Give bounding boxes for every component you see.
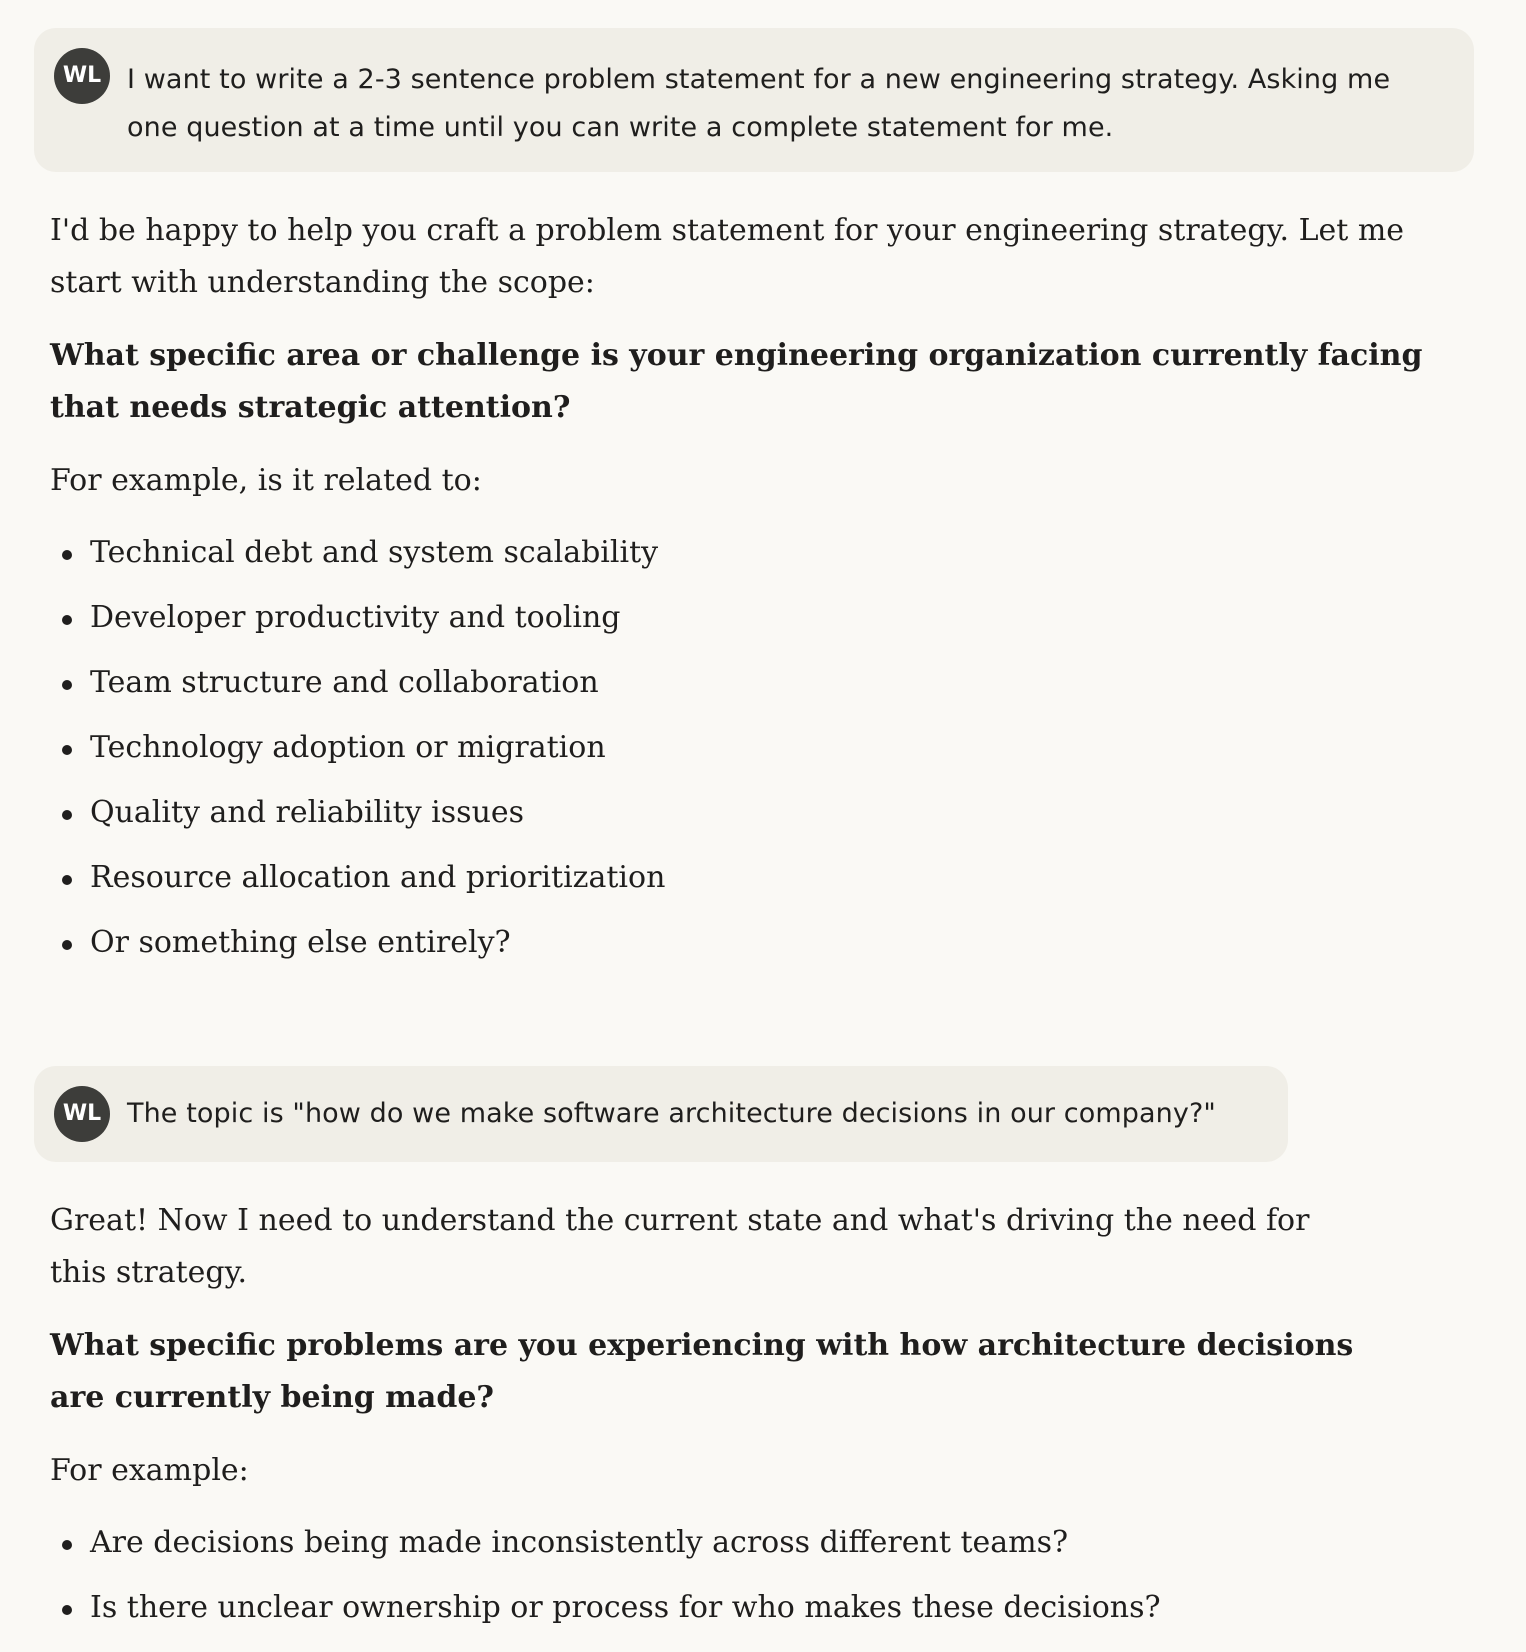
user-message (34, 1066, 1288, 1162)
assistant-message (50, 1195, 1450, 1647)
bullet-icon (62, 1540, 72, 1550)
list-item-text: Resource allocation and prioritization (90, 860, 666, 895)
list-item-text: Are decisions being made inconsistently across different teams? (90, 1525, 1069, 1560)
user-message-text: The topic is "how do we make software architecture decisions in our company?" (127, 1098, 1216, 1129)
assistant-example-lead: For example: (50, 1453, 249, 1488)
list-item-text: Technology adoption or migration (90, 730, 606, 765)
assistant-message (50, 205, 1450, 982)
list-item (50, 527, 1450, 592)
bullet-icon (62, 875, 72, 885)
user-avatar[interactable]: WL (54, 48, 110, 104)
bullet-icon (62, 940, 72, 950)
list-item-text: Is there unclear ownership or process for who makes these decisions? (90, 1590, 1161, 1625)
assistant-question: What specific problems are you experiencing with how architecture decisions are currently being made? (50, 1328, 1354, 1415)
list-item (50, 592, 1450, 657)
assistant-intro: I'd be happy to help you craft a problem statement for your engineering strategy. Let me start with understanding the scope: (50, 213, 1405, 300)
bullet-icon (62, 1605, 72, 1615)
user-message (34, 28, 1474, 172)
list-item-text: Technical debt and system scalability (90, 535, 659, 570)
bullet-icon (62, 550, 72, 560)
list-item (50, 787, 1450, 852)
list-item (50, 1582, 1450, 1647)
list-item (50, 917, 1450, 982)
list-item-text: Team structure and collaboration (90, 665, 599, 700)
user-avatar[interactable]: WL (54, 1086, 110, 1142)
assistant-example-lead: For example, is it related to: (50, 463, 482, 498)
list-item-text: Quality and reliability issues (90, 795, 525, 830)
bullet-icon (62, 810, 72, 820)
options-list (50, 1517, 1450, 1647)
bullet-icon (62, 615, 72, 625)
list-item (50, 657, 1450, 722)
list-item (50, 852, 1450, 917)
bullet-icon (62, 745, 72, 755)
list-item (50, 1517, 1450, 1582)
bullet-icon (62, 680, 72, 690)
assistant-question: What specific area or challenge is your engineering organization currently facing that needs strategic attention? (50, 338, 1423, 425)
list-item-text: Developer productivity and tooling (90, 600, 621, 635)
user-message-text: I want to write a 2-3 sentence problem statement for a new engineering strategy. Asking me one question at a time until you can write a complete statement for me. (127, 64, 1391, 143)
list-item-text: Or something else entirely? (90, 925, 511, 960)
list-item (50, 722, 1450, 787)
options-list (50, 527, 1450, 982)
assistant-intro: Great! Now I need to understand the current state and what's driving the need for this strategy. (50, 1203, 1310, 1290)
